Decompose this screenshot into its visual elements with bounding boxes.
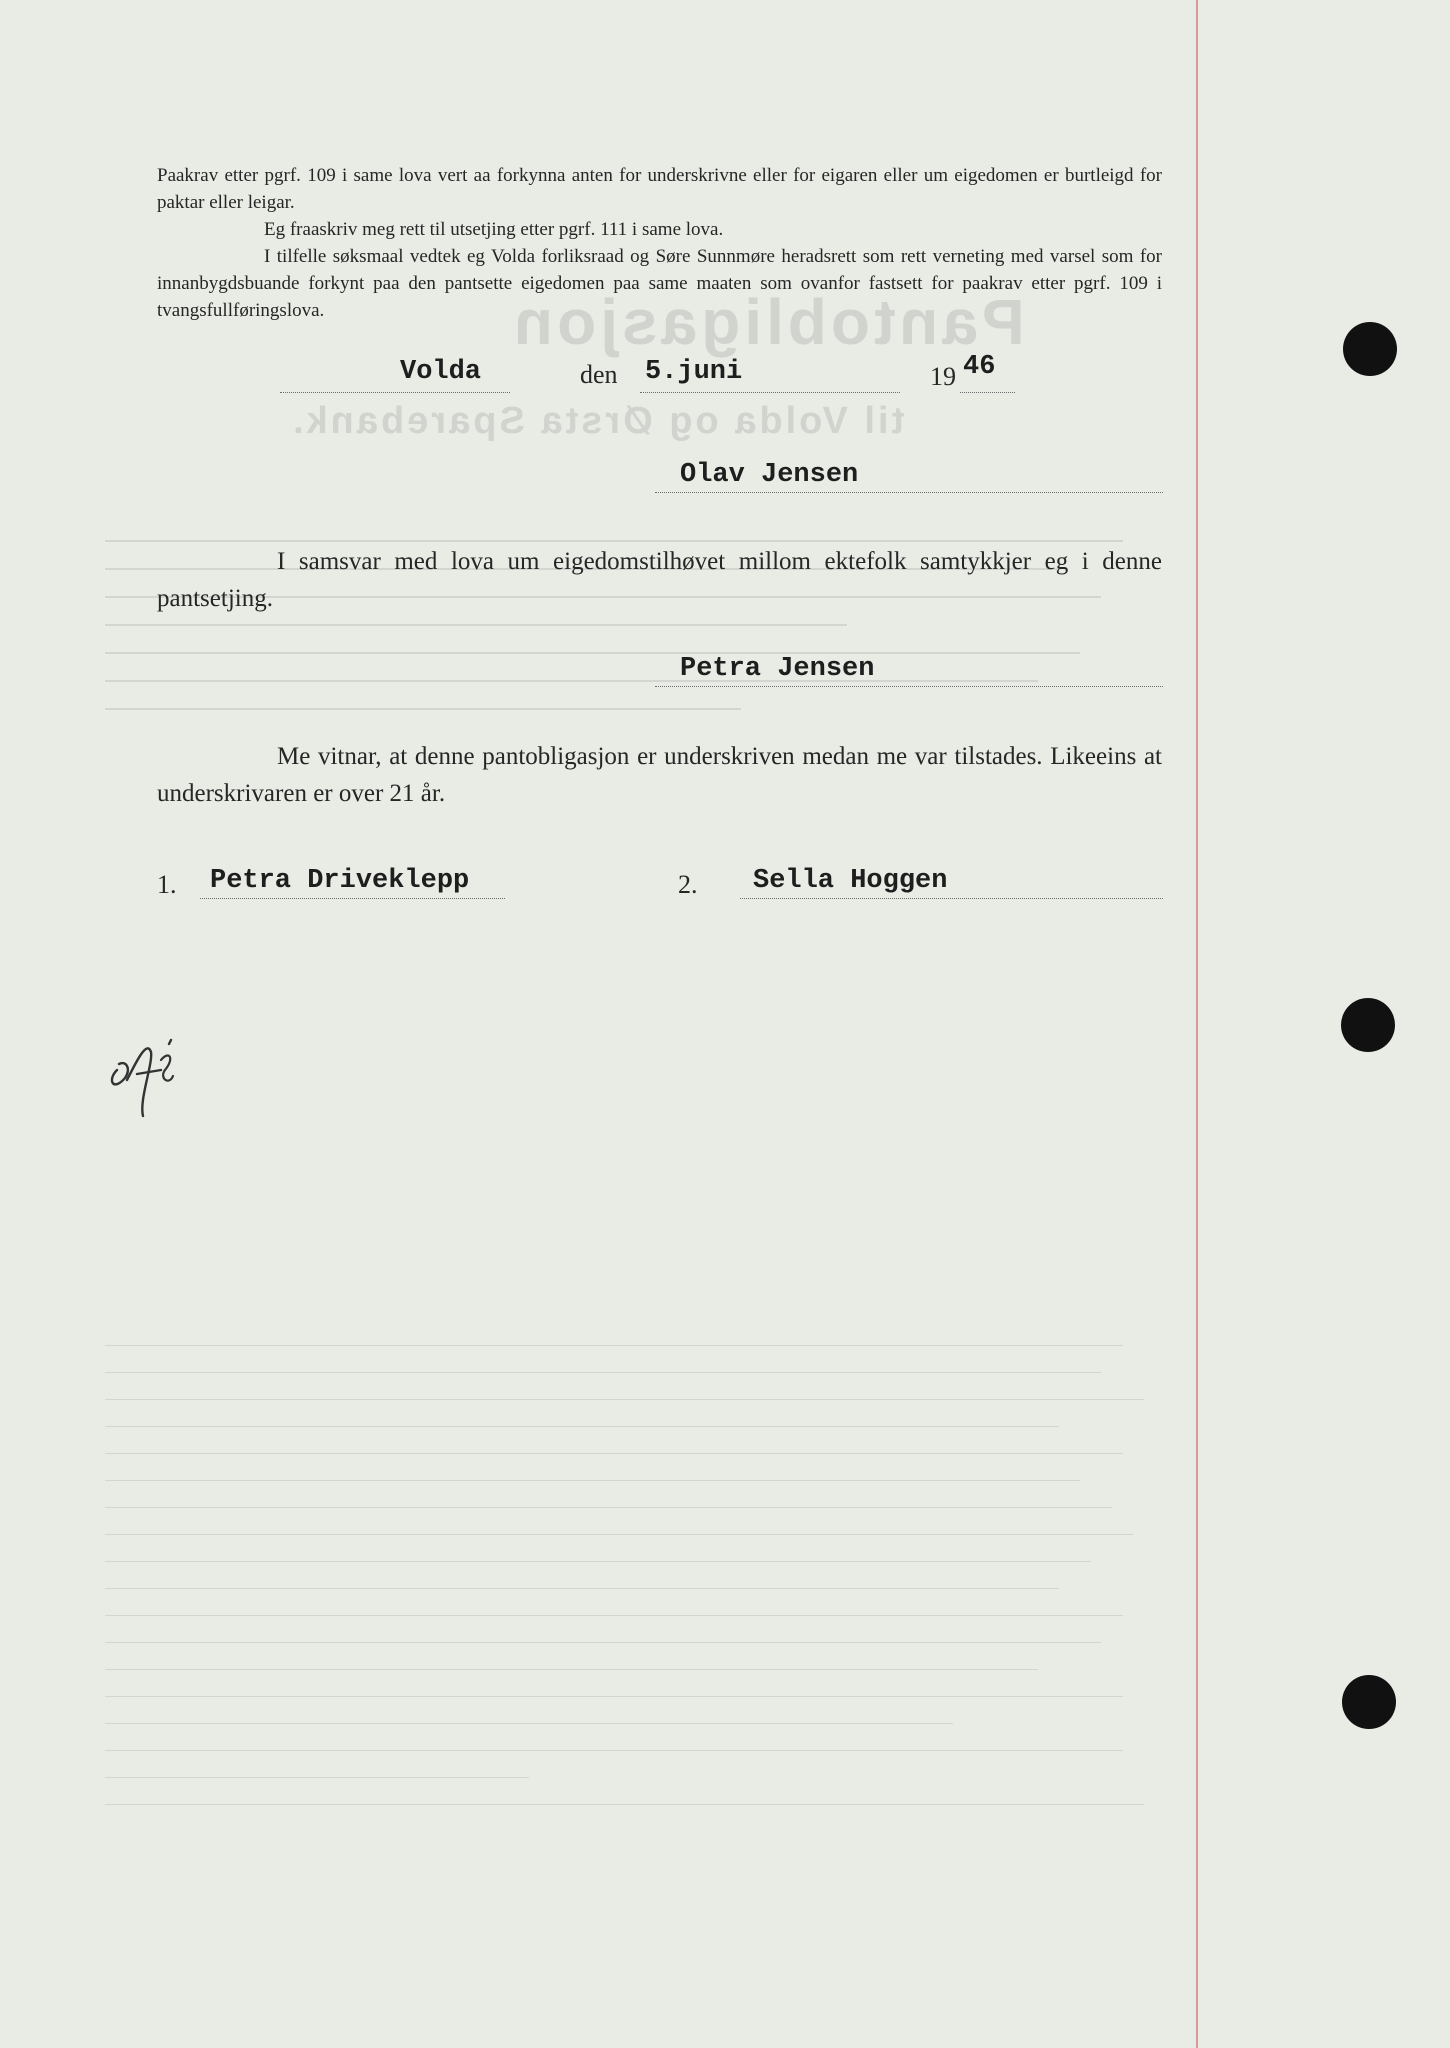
witness-paragraph bbox=[157, 738, 1162, 812]
spouse-consent-paragraph bbox=[157, 543, 1162, 617]
handwritten-initials bbox=[103, 1030, 183, 1120]
year-suffix-field: 46 bbox=[963, 352, 996, 382]
bleed-through-title: Pantobligasjon bbox=[510, 286, 1025, 358]
witness-text: Me vitnar, at denne pantobligasjon er underskriven medan me var tilstades. Likeeins at underskrivaren er over 21 år. bbox=[157, 743, 1162, 807]
year-rule bbox=[960, 392, 1015, 393]
spouse-consent-text: I samsvar med lova um eigedomstilhøvet millom ektefolk samtykkjer eg i denne pantsetjing. bbox=[157, 548, 1162, 612]
date-label: den bbox=[580, 360, 618, 389]
witness-1-name: Petra Driveklepp bbox=[210, 866, 470, 896]
bleed-through-lines-lower bbox=[105, 1345, 1165, 1831]
spouse-signature: Petra Jensen bbox=[680, 654, 875, 684]
bleed-through-subtitle: til Volda og Ørsta Sparebank. bbox=[290, 400, 905, 442]
place-rule bbox=[280, 392, 510, 393]
clause-paragraph-venue: I tilfelle søksmaal vedtek eg Volda forliksraad og Søre Sunnmøre heradsrett som rett verneting med varsel som for innanbygdsbuande forkynt paa den pantsette eigedomen paa same maaten som ovanfor fastsett for paakrav etter pgrf. 109 i tvangsfullføringslova. bbox=[157, 246, 1162, 321]
owner-signature-rule bbox=[655, 492, 1163, 493]
spouse-signature-rule bbox=[655, 686, 1163, 687]
date-rule bbox=[640, 392, 900, 393]
legal-clause bbox=[157, 162, 1162, 324]
red-margin-line bbox=[1196, 0, 1198, 2048]
place-field: Volda bbox=[400, 357, 482, 387]
clause-paragraph-demand: Paakrav etter pgrf. 109 i same lova vert aa forkynna anten for underskrivne eller for eigaren eller um eigedomen er burtleigd for paktar eller leigar. bbox=[157, 165, 1162, 213]
witness-1-number: 1. bbox=[157, 870, 177, 899]
witness-2-rule bbox=[740, 898, 1163, 899]
witness-2-name: Sella Hoggen bbox=[753, 866, 948, 896]
binding-hole bbox=[1341, 998, 1395, 1052]
witness-1-rule bbox=[200, 898, 505, 899]
witness-2-number: 2. bbox=[678, 870, 698, 899]
binding-hole bbox=[1343, 322, 1397, 376]
binding-hole bbox=[1342, 1675, 1396, 1729]
clause-paragraph-waiver: Eg fraaskriv meg rett til utsetjing etter pgrf. 111 i same lova. bbox=[264, 219, 724, 240]
owner-signature: Olav Jensen bbox=[680, 460, 859, 490]
date-field: 5.juni bbox=[645, 357, 743, 387]
year-prefix: 19 bbox=[930, 362, 956, 391]
